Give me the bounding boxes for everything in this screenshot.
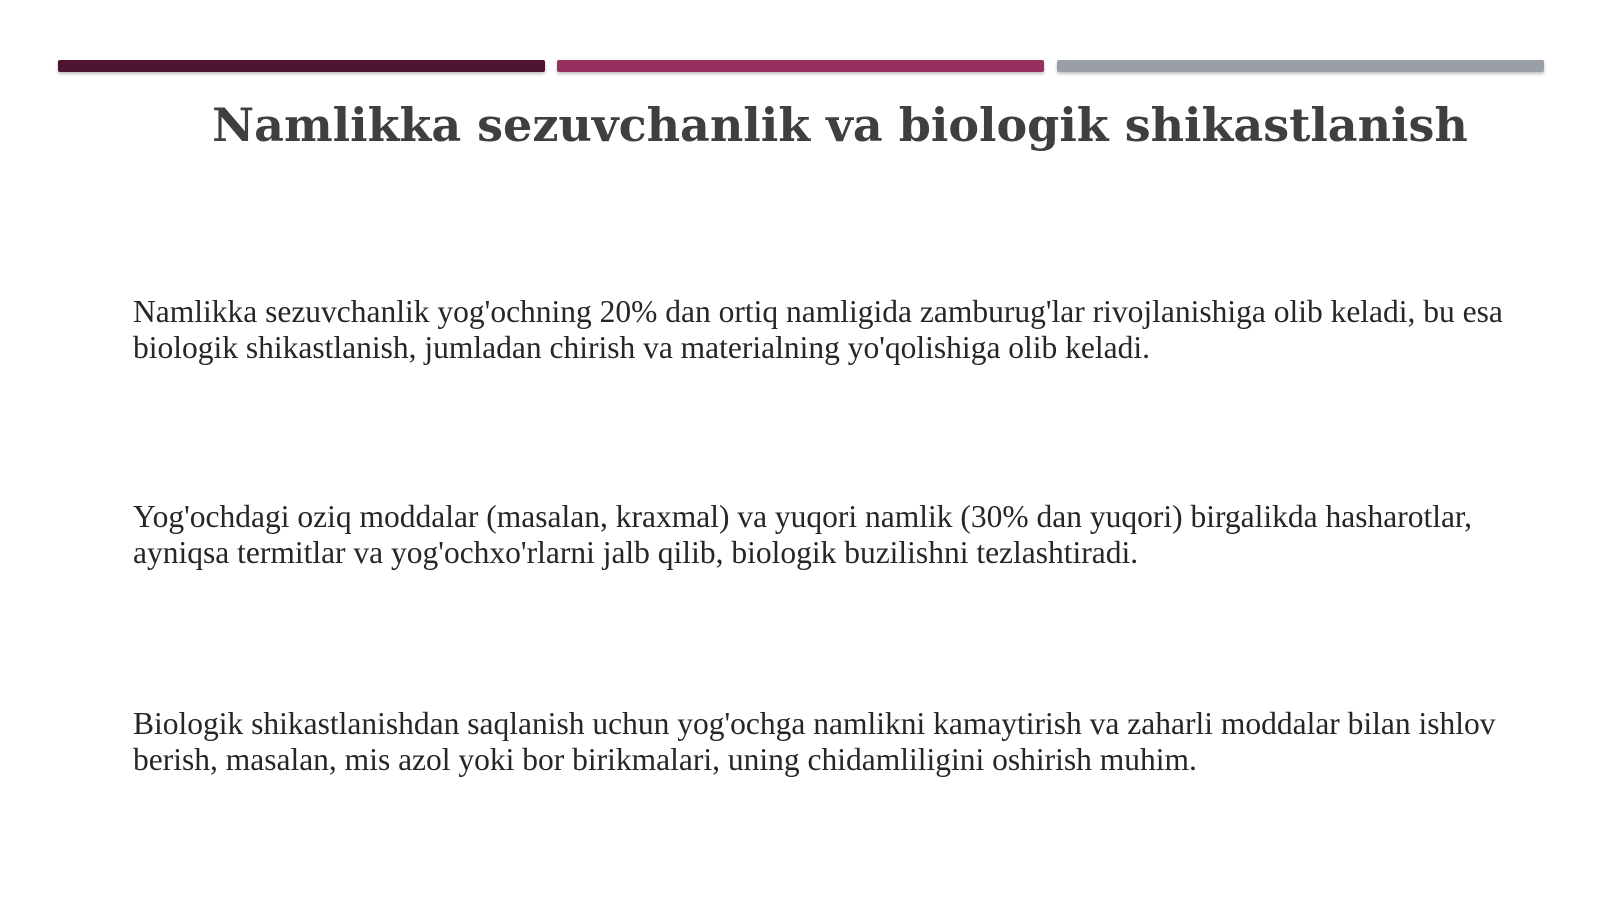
accent-bar-magenta <box>557 60 1044 72</box>
accent-bar-dark <box>58 60 545 72</box>
paragraph-3: Biologik shikastlanishdan saqlanish uchun yog'ochga namlikni kamaytirish va zaharli moddalar bilan ishlov berish, masalan, mis azol yoki bor birikmalari, uning chidamliligini oshirish muhim. <box>133 706 1496 777</box>
paragraph-1: Namlikka sezuvchanlik yog'ochning 20% dan ortiq namligida zamburug'lar rivojlanishiga olib keladi, bu esa biologik shikastlanish, jumladan chirish va materialning yo'qolishiga olib keladi. <box>133 294 1503 365</box>
accent-bar-gray <box>1057 60 1544 72</box>
slide-title: Namlikka sezuvchanlik va biologik shikastlanish <box>212 98 1468 152</box>
paragraph-2: Yog'ochdagi oziq moddalar (masalan, kraxmal) va yuqori namlik (30% dan yuqori) birgalikda hasharotlar, ayniqsa termitlar va yog'ochxo'rlarni jalb qilib, biologik buzilishni tezlashtiradi. <box>133 499 1473 570</box>
